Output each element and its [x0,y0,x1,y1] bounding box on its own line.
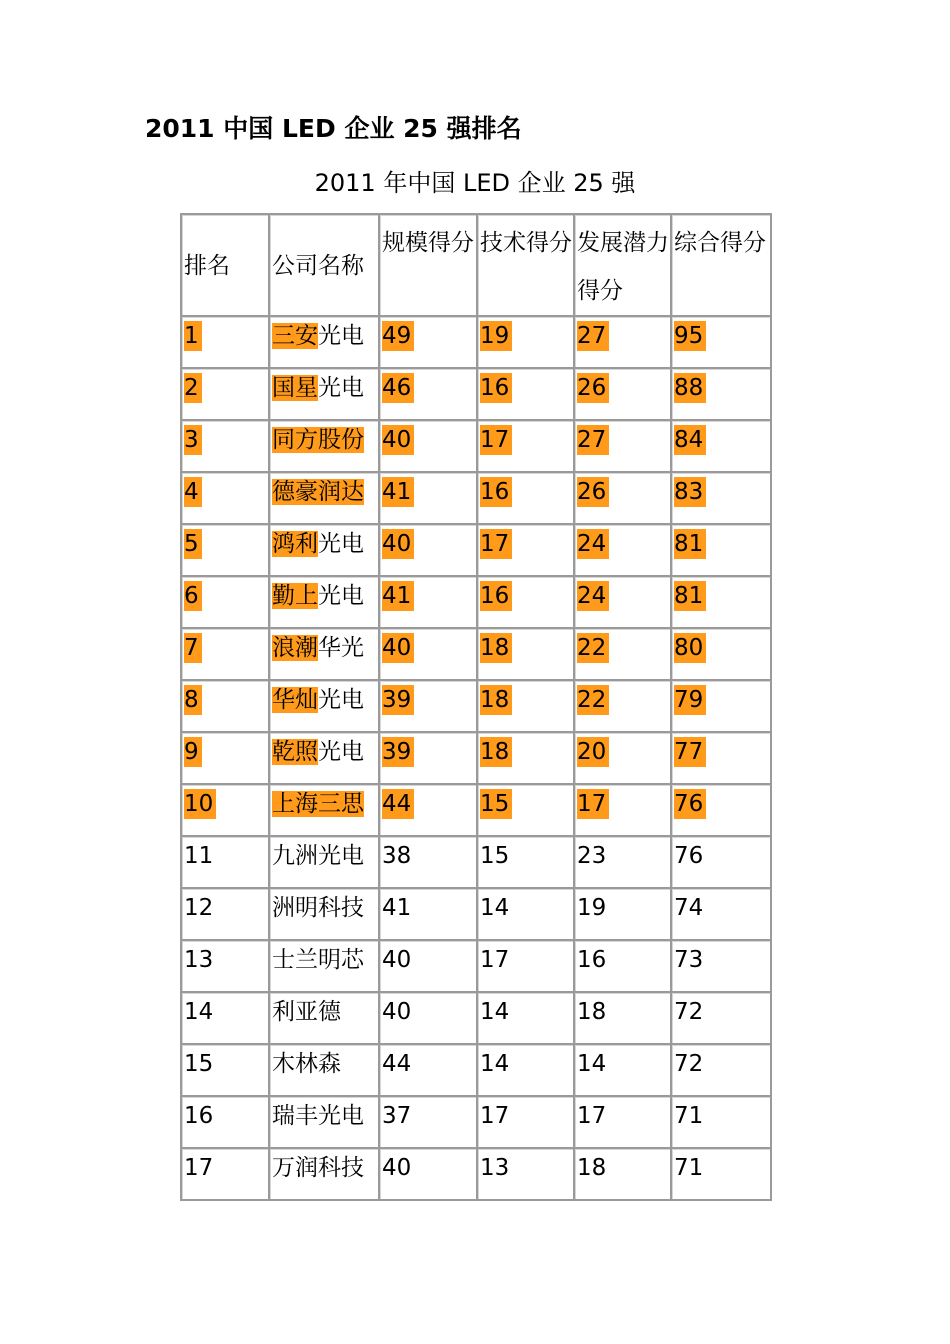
score-value: 40 [382,633,414,663]
rank-value: 12 [184,895,214,921]
table-row [181,784,771,836]
company-cell [269,472,379,524]
score-value: 88 [674,373,706,403]
company-name-highlighted: 国星 [272,375,318,401]
score-value: 39 [382,737,414,767]
potential-score-cell [574,940,671,992]
rank-value: 5 [184,529,202,559]
potential-score-cell [574,680,671,732]
table-row [181,472,771,524]
company-name: 光电 [318,687,364,713]
score-value: 81 [674,581,706,611]
potential-score-cell [574,732,671,784]
potential-score-cell [574,524,671,576]
company-cell [269,836,379,888]
tech-score-cell [477,940,574,992]
rank-value: 2 [184,373,202,403]
company-name-highlighted: 鸿利 [272,531,318,557]
company-cell [269,368,379,420]
table-row [181,576,771,628]
company-name: 光电 [318,531,364,557]
table-row [181,836,771,888]
potential-score-cell [574,472,671,524]
rank-value: 14 [184,999,214,1025]
score-value: 49 [382,321,414,351]
potential-score-cell [574,576,671,628]
score-value: 72 [674,999,704,1025]
rank-cell [181,472,269,524]
potential-score-cell [574,628,671,680]
score-value: 72 [674,1051,704,1077]
column-header-rank: 排名 [181,214,269,316]
company-name-highlighted: 三安 [272,323,318,349]
potential-score-cell [574,992,671,1044]
company-name-highlighted: 勤上 [272,583,318,609]
tech-score-cell [477,524,574,576]
score-value: 18 [480,685,512,715]
rank-cell [181,368,269,420]
company-name: 九洲光电 [272,843,364,869]
score-value: 17 [480,425,512,455]
company-cell [269,992,379,1044]
rank-cell [181,784,269,836]
table-row [181,420,771,472]
column-header-scale-score: 规模得分 [379,214,477,316]
score-value: 14 [577,1051,607,1077]
score-value: 80 [674,633,706,663]
table-row [181,316,771,368]
score-value: 79 [674,685,706,715]
score-value: 18 [480,633,512,663]
scale-score-cell [379,472,477,524]
total-score-cell [671,680,771,732]
score-value: 77 [674,737,706,767]
score-value: 22 [577,633,609,663]
score-value: 40 [382,999,412,1025]
score-value: 24 [577,529,609,559]
tech-score-cell [477,576,574,628]
tech-score-cell [477,992,574,1044]
tech-score-cell [477,784,574,836]
company-name: 光电 [318,375,364,401]
score-value: 26 [577,373,609,403]
scale-score-cell [379,316,477,368]
company-name: 洲明科技 [272,895,364,921]
company-name: 利亚德 [272,999,341,1025]
company-name-highlighted: 同方股份 [272,427,364,453]
company-name: 木林森 [272,1051,341,1077]
score-value: 16 [577,947,607,973]
company-cell [269,1148,379,1200]
company-name: 万润科技 [272,1155,364,1181]
rank-cell [181,836,269,888]
scale-score-cell [379,940,477,992]
total-score-cell [671,316,771,368]
scale-score-cell [379,576,477,628]
document-heading: 2011 中国 LED 企业 25 强排名 [145,114,522,143]
score-value: 14 [480,1051,510,1077]
score-value: 17 [480,529,512,559]
company-cell [269,732,379,784]
total-score-cell [671,732,771,784]
total-score-cell [671,368,771,420]
tech-score-cell [477,1096,574,1148]
scale-score-cell [379,524,477,576]
company-name-highlighted: 华灿 [272,687,318,713]
rank-cell [181,940,269,992]
table-row [181,940,771,992]
potential-score-cell [574,316,671,368]
company-name-highlighted: 乾照 [272,739,318,765]
scale-score-cell [379,888,477,940]
rank-cell [181,316,269,368]
company-cell [269,628,379,680]
potential-score-cell [574,784,671,836]
score-value: 27 [577,321,609,351]
score-value: 15 [480,843,510,869]
score-value: 84 [674,425,706,455]
company-cell [269,576,379,628]
score-value: 95 [674,321,706,351]
score-value: 40 [382,947,412,973]
rank-value: 1 [184,321,202,351]
company-name-highlighted: 浪潮 [272,635,318,661]
rank-value: 4 [184,477,202,507]
rank-cell [181,1044,269,1096]
total-score-cell [671,1148,771,1200]
score-value: 24 [577,581,609,611]
company-name: 光电 [318,583,364,609]
score-value: 18 [577,999,607,1025]
tech-score-cell [477,1044,574,1096]
score-value: 73 [674,947,704,973]
total-score-cell [671,888,771,940]
score-value: 19 [480,321,512,351]
company-name-highlighted: 德豪润达 [272,479,364,505]
score-value: 16 [480,581,512,611]
score-value: 20 [577,737,609,767]
rank-value: 8 [184,685,202,715]
table-row [181,1096,771,1148]
score-value: 22 [577,685,609,715]
scale-score-cell [379,628,477,680]
total-score-cell [671,836,771,888]
rank-cell [181,1096,269,1148]
score-value: 13 [480,1155,510,1181]
rank-cell [181,680,269,732]
column-header-company: 公司名称 [269,214,379,316]
company-cell [269,420,379,472]
table-row [181,888,771,940]
company-name: 瑞丰光电 [272,1103,364,1129]
header-row [181,214,771,316]
potential-score-cell [574,1096,671,1148]
total-score-cell [671,628,771,680]
rank-value: 16 [184,1103,214,1129]
total-score-cell [671,420,771,472]
company-name-highlighted: 上海三思 [272,791,364,817]
scale-score-cell [379,784,477,836]
table-header [181,214,771,316]
scale-score-cell [379,420,477,472]
score-value: 19 [577,895,607,921]
score-value: 15 [480,789,512,819]
tech-score-cell [477,680,574,732]
score-value: 18 [480,737,512,767]
score-value: 40 [382,529,414,559]
tech-score-cell [477,420,574,472]
rank-cell [181,576,269,628]
total-score-cell [671,576,771,628]
score-value: 26 [577,477,609,507]
rank-cell [181,628,269,680]
rank-value: 3 [184,425,202,455]
potential-score-cell [574,420,671,472]
column-header-tech-score: 技术得分 [477,214,574,316]
tech-score-cell [477,1148,574,1200]
table-row [181,628,771,680]
scale-score-cell [379,680,477,732]
scale-score-cell [379,1044,477,1096]
potential-score-cell [574,1044,671,1096]
score-value: 40 [382,425,414,455]
tech-score-cell [477,888,574,940]
score-value: 17 [577,789,609,819]
rank-value: 7 [184,633,202,663]
company-name: 士兰明芯 [272,947,364,973]
company-cell [269,524,379,576]
table-row [181,1148,771,1200]
ranking-table [180,213,772,1201]
score-value: 38 [382,843,412,869]
potential-score-cell [574,836,671,888]
scale-score-cell [379,1096,477,1148]
company-cell [269,1096,379,1148]
company-cell [269,888,379,940]
company-cell [269,784,379,836]
score-value: 17 [480,947,510,973]
scale-score-cell [379,992,477,1044]
rank-cell [181,992,269,1044]
company-name: 光电 [318,323,364,349]
rank-value: 13 [184,947,214,973]
score-value: 41 [382,477,414,507]
score-value: 71 [674,1155,704,1181]
table-row [181,524,771,576]
company-cell [269,680,379,732]
potential-score-cell [574,1148,671,1200]
rank-cell [181,524,269,576]
company-cell [269,940,379,992]
total-score-cell [671,992,771,1044]
score-value: 14 [480,895,510,921]
total-score-cell [671,784,771,836]
total-score-cell [671,1096,771,1148]
score-value: 16 [480,477,512,507]
rank-value: 15 [184,1051,214,1077]
scale-score-cell [379,368,477,420]
score-value: 16 [480,373,512,403]
company-name: 华光 [318,635,364,661]
score-value: 27 [577,425,609,455]
score-value: 41 [382,895,412,921]
rank-value: 17 [184,1155,214,1181]
score-value: 46 [382,373,414,403]
total-score-cell [671,524,771,576]
tech-score-cell [477,472,574,524]
score-value: 76 [674,789,706,819]
potential-score-cell [574,888,671,940]
company-cell [269,316,379,368]
table-row [181,680,771,732]
total-score-cell [671,940,771,992]
rank-cell [181,420,269,472]
score-value: 81 [674,529,706,559]
score-value: 37 [382,1103,412,1129]
score-value: 41 [382,581,414,611]
score-value: 76 [674,843,704,869]
score-value: 18 [577,1155,607,1181]
score-value: 39 [382,685,414,715]
table-row [181,732,771,784]
total-score-cell [671,472,771,524]
score-value: 44 [382,1051,412,1077]
table-title: 2011 年中国 LED 企业 25 强 [314,169,636,197]
score-value: 40 [382,1155,412,1181]
score-value: 17 [480,1103,510,1129]
scale-score-cell [379,732,477,784]
potential-score-cell [574,368,671,420]
rank-cell [181,732,269,784]
column-header-potential-score: 发展潜力得分 [574,214,671,316]
table-row [181,992,771,1044]
tech-score-cell [477,316,574,368]
score-value: 23 [577,843,607,869]
table-body [181,316,771,1200]
table-row [181,368,771,420]
score-value: 74 [674,895,704,921]
tech-score-cell [477,732,574,784]
company-cell [269,1044,379,1096]
tech-score-cell [477,836,574,888]
rank-value: 9 [184,737,202,767]
column-header-total-score: 综合得分 [671,214,771,316]
rank-value: 11 [184,843,214,869]
score-value: 44 [382,789,414,819]
score-value: 71 [674,1103,704,1129]
rank-cell [181,1148,269,1200]
table-row [181,1044,771,1096]
rank-value: 6 [184,581,202,611]
score-value: 83 [674,477,706,507]
rank-cell [181,888,269,940]
score-value: 17 [577,1103,607,1129]
tech-score-cell [477,368,574,420]
company-name: 光电 [318,739,364,765]
score-value: 14 [480,999,510,1025]
total-score-cell [671,1044,771,1096]
tech-score-cell [477,628,574,680]
scale-score-cell [379,836,477,888]
rank-value: 10 [184,789,216,819]
scale-score-cell [379,1148,477,1200]
